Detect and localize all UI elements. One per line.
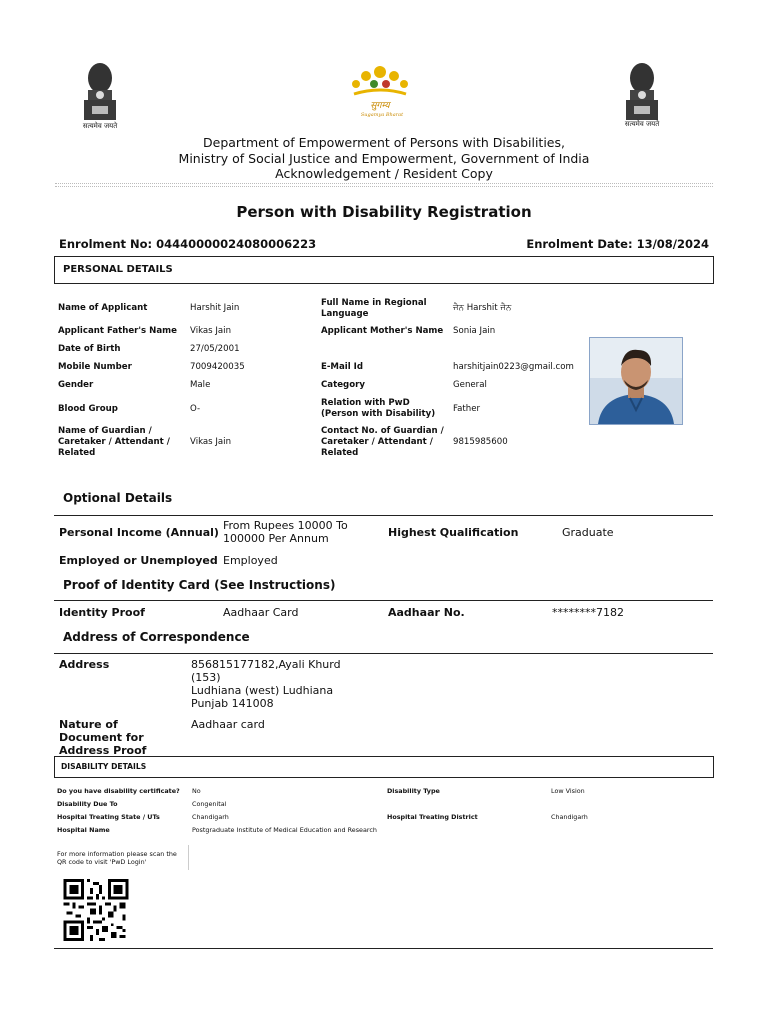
label-disability-type: Disability Type (387, 787, 440, 795)
value-guardian-contact: 9815985600 (453, 437, 508, 447)
value-email: harshitjain0223@gmail.com (453, 362, 574, 372)
label-hospital-district: Hospital Treating District (387, 813, 478, 821)
national-emblem-left (74, 58, 126, 128)
value-father: Vikas Jain (190, 326, 232, 336)
value-address-line2: (153) (191, 671, 221, 684)
divider (55, 183, 713, 184)
value-regional-name: ਜੈਨ Harshit ਜੈਨ (453, 303, 512, 313)
svg-text:Sugamya Bharat: Sugamya Bharat (360, 112, 404, 118)
sugamya-bharat-logo (344, 58, 416, 120)
divider (54, 948, 713, 949)
value-guardian: Vikas Jain (190, 437, 232, 447)
value-address-line3: Ludhiana (west) Ludhiana (191, 684, 334, 697)
divider (54, 600, 713, 601)
disability-details-header (54, 756, 714, 778)
header-copy-type: Acknowledgement / Resident Copy (275, 166, 493, 181)
label-income: Personal Income (Annual) (59, 526, 219, 539)
value-employment: Employed (223, 554, 278, 567)
qr-info-line1: For more information please scan the (57, 850, 177, 858)
value-disability-due: Congenital (192, 800, 227, 808)
section-title: DISABILITY DETAILS (61, 762, 147, 771)
value-gender: Male (190, 380, 211, 390)
qr-info-line2: QR code to visit 'PwD Login' (57, 858, 147, 866)
label-guardian-contact: Contact No. of Guardian / Caretaker / Attendant / Related (321, 426, 444, 458)
applicant-photo (589, 337, 683, 425)
national-emblem-right (616, 58, 668, 128)
value-certificate: No (192, 787, 201, 795)
enrolment-number: Enrolment No: 04440000024080006223 (59, 237, 317, 251)
header-department: Department of Empowerment of Persons with Disabilities, (203, 135, 565, 150)
enrolment-date: Enrolment Date: 13/08/2024 (526, 237, 709, 251)
label-guardian: Name of Guardian / Caretaker / Attendant / Related (58, 426, 170, 458)
value-dob: 27/05/2001 (190, 344, 240, 354)
label-address-document: Nature of Document for Address Proof (59, 718, 147, 757)
label-gender: Gender (58, 380, 94, 390)
value-income: From Rupees 10000 To 100000 Per Annum (223, 519, 348, 545)
address-heading: Address of Correspondence (63, 630, 250, 644)
value-address-line4: Punjab 141008 (191, 697, 274, 710)
divider (54, 653, 713, 654)
value-hospital-name: Postgraduate Institute of Medical Education and Research (192, 826, 377, 834)
label-hospital-state: Hospital Treating State / UTs (57, 813, 160, 821)
emblem-motto-right: सत्यमेव जयते (624, 120, 660, 128)
value-identity-proof: Aadhaar Card (223, 606, 299, 619)
label-blood-group: Blood Group (58, 404, 118, 414)
label-employment: Employed or Unemployed (59, 554, 218, 567)
label-mother: Applicant Mother's Name (321, 326, 444, 336)
value-aadhaar: ********7182 (552, 606, 624, 619)
header-ministry: Ministry of Social Justice and Empowerment, Government of India (178, 151, 590, 166)
label-dob: Date of Birth (58, 344, 121, 354)
identity-proof-heading: Proof of Identity Card (See Instructions) (63, 578, 336, 592)
label-email: E-Mail Id (321, 362, 364, 372)
label-certificate: Do you have disability certificate? (57, 787, 180, 795)
person-photo-icon (590, 338, 682, 424)
page-title: Person with Disability Registration (236, 203, 532, 221)
label-identity-proof: Identity Proof (59, 606, 145, 619)
divider (54, 515, 713, 516)
label-disability-due: Disability Due To (57, 800, 118, 808)
section-title: PERSONAL DETAILS (63, 264, 173, 275)
value-hospital-state: Chandigarh (192, 813, 229, 821)
value-hospital-district: Chandigarh (551, 813, 588, 821)
value-address-line1: 856815177182,Ayali Khurd (191, 658, 341, 671)
value-blood-group: O- (190, 404, 201, 414)
label-regional-name: Full Name in Regional Language (321, 298, 427, 319)
label-relation: Relation with PwD (Person with Disability) (321, 398, 436, 419)
label-address: Address (59, 658, 110, 671)
label-qualification: Highest Qualification (388, 526, 519, 539)
emblem-motto-left: सत्यमेव जयते (82, 122, 118, 130)
value-disability-type: Low Vision (551, 787, 585, 795)
label-mobile: Mobile Number (58, 362, 132, 372)
value-address-document: Aadhaar card (191, 718, 265, 731)
value-mobile: 7009420035 (190, 362, 245, 372)
svg-text:सुगम्य: सुगम्य (370, 101, 390, 111)
value-qualification: Graduate (562, 526, 614, 539)
value-name: Harshit Jain (190, 303, 240, 313)
label-aadhaar: Aadhaar No. (388, 606, 465, 619)
value-category: General (453, 380, 487, 390)
label-name: Name of Applicant (58, 303, 148, 313)
label-hospital-name: Hospital Name (57, 826, 110, 834)
divider (55, 186, 713, 187)
value-mother: Sonia Jain (453, 326, 496, 336)
divider (188, 845, 189, 870)
optional-details-heading: Optional Details (63, 491, 173, 505)
label-category: Category (321, 380, 365, 390)
qr-code[interactable] (63, 879, 129, 941)
label-father: Applicant Father's Name (58, 326, 177, 336)
personal-details-header (54, 256, 714, 284)
value-relation: Father (453, 404, 481, 414)
